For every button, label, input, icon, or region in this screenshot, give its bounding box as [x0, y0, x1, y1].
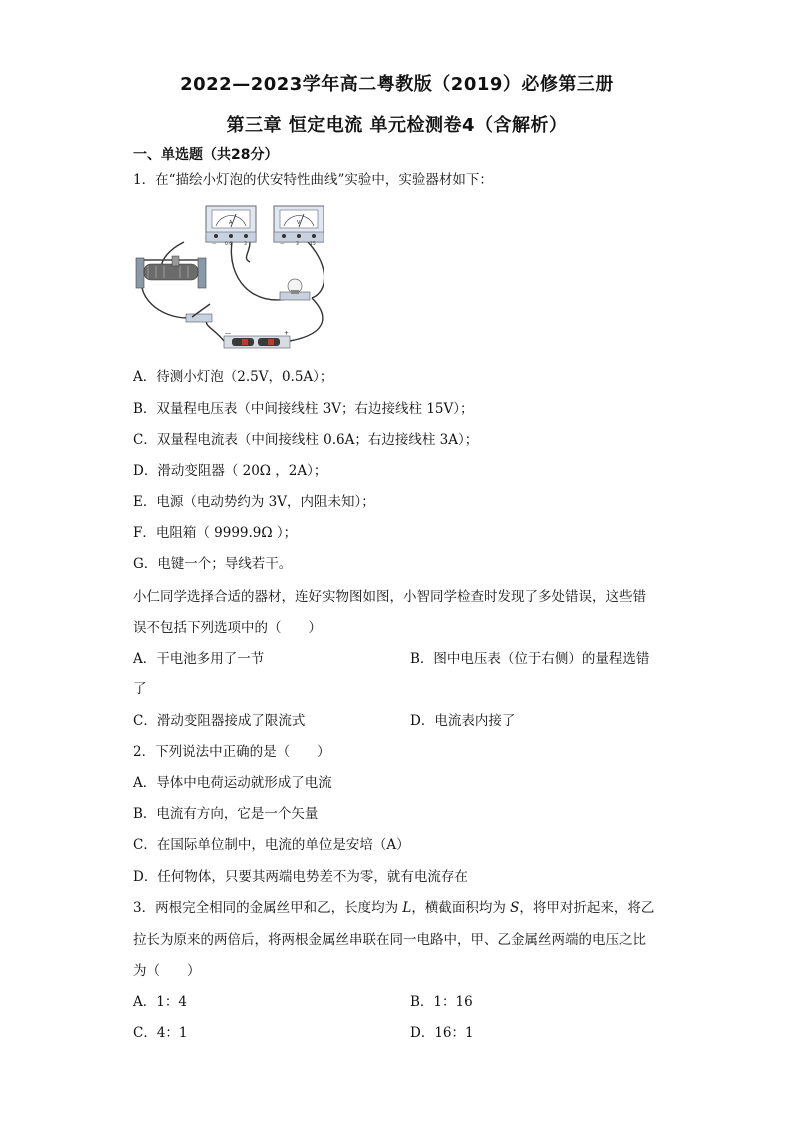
q1-item-g: G．电键一个；导线若干。 — [133, 556, 293, 572]
wire — [290, 298, 323, 341]
q1-item-d: D．滑动变阻器（ 20Ω ，2A）； — [133, 463, 328, 479]
document-title-line1: 2022—2023学年高二粤教版（2019）必修第三册 — [180, 74, 614, 95]
q3-option-d: D．16：1 — [410, 1025, 474, 1041]
wire — [231, 242, 292, 300]
q1-option-b: B．图中电压表（位于右侧）的量程选错 — [410, 651, 650, 667]
q3-option-a: A．1：4 — [133, 994, 187, 1010]
q1-item-b: B．双量程电压表（中间接线柱 3V；右边接线柱 15V）； — [133, 401, 474, 417]
circuit-figure — [132, 198, 324, 358]
voltmeter-terminal-15: 15 — [310, 242, 316, 247]
ammeter-terminal-neg: — — [212, 242, 217, 247]
voltmeter — [274, 206, 324, 247]
q3-stem-line1 — [133, 898, 654, 918]
q3-option-c: C．4：1 — [133, 1025, 188, 1041]
document-title-line2: 第三章 恒定电流 单元检测卷4（含解析） — [226, 115, 568, 136]
q3-var-L: L — [402, 900, 412, 916]
battery-plus-label: + — [284, 330, 290, 337]
q2-option-b: B．电流有方向，它是一个矢量 — [133, 806, 319, 822]
q3-stem-c: ，将甲对折起来，将乙 — [519, 900, 655, 916]
ammeter-terminal-3: 3 — [244, 242, 247, 247]
q2-stem: 2．下列说法中正确的是（ ） — [133, 744, 331, 760]
q1-stem: 1．在“描绘小灯泡的伏安特性曲线”实验中，实验器材如下： — [133, 172, 493, 188]
q3-stem-line2: 拉长为原来的两倍后，将两根金属丝串联在同一电路中，甲、乙金属丝两端的电压之比 — [133, 932, 646, 948]
ammeter — [206, 206, 256, 247]
q1-option-a: A．干电池多用了一节 — [133, 651, 265, 667]
q2-option-d: D．任何物体，只要其两端电势差不为零，就有电流存在 — [133, 869, 468, 885]
q1-prompt-line1: 小仁同学选择合适的器材，连好实物图如图，小智同学检查时发现了多处错误，这些错 — [133, 589, 646, 605]
voltmeter-terminal-3: 3 — [296, 242, 299, 247]
q1-item-a: A．待测小灯泡（2.5V，0.5A）； — [133, 369, 334, 385]
battery — [224, 330, 290, 348]
voltmeter-symbol: V — [297, 220, 301, 226]
q2-option-a: A．导体中电荷运动就形成了电流 — [133, 775, 332, 791]
q3-var-S: S — [510, 900, 520, 916]
q2-option-c: C．在国际单位制中，电流的单位是安培（A） — [133, 837, 410, 853]
voltmeter-terminal-neg: — — [280, 242, 285, 247]
rheostat — [136, 256, 206, 288]
wire — [308, 242, 324, 298]
q3-option-b: B．1：16 — [410, 994, 473, 1010]
switch — [186, 304, 212, 322]
q1-item-e: E．电源（电动势约为 3V，内阻未知）； — [133, 494, 375, 510]
q1-option-c: C．滑动变阻器接成了限流式 — [133, 713, 306, 729]
q3-stem-b: ，横截面积均为 — [411, 900, 511, 916]
q3-stem-line3: 为（ ） — [133, 963, 201, 979]
q1-item-f: F．电阻箱（ 9999.9Ω ）； — [133, 525, 298, 541]
q1-option-b-cont: 了 — [133, 681, 147, 697]
wire — [246, 242, 250, 262]
battery-minus-label: — — [225, 330, 231, 337]
ammeter-symbol: A — [229, 220, 233, 226]
q1-option-d: D．电流表内接了 — [410, 713, 516, 729]
q1-prompt-line2: 误不包括下列选项中的（ ） — [133, 620, 322, 636]
lamp — [280, 279, 310, 300]
q1-item-c: C．双量程电流表（中间接线柱 0.6A；右边接线柱 3A）； — [133, 432, 479, 448]
ammeter-terminal-0.6: 0.6 — [225, 242, 233, 247]
q3-stem-a: 3．两根完全相同的金属丝甲和乙，长度均为 — [133, 900, 403, 916]
section-heading-single-choice: 一、单选题（共28分） — [133, 147, 279, 163]
